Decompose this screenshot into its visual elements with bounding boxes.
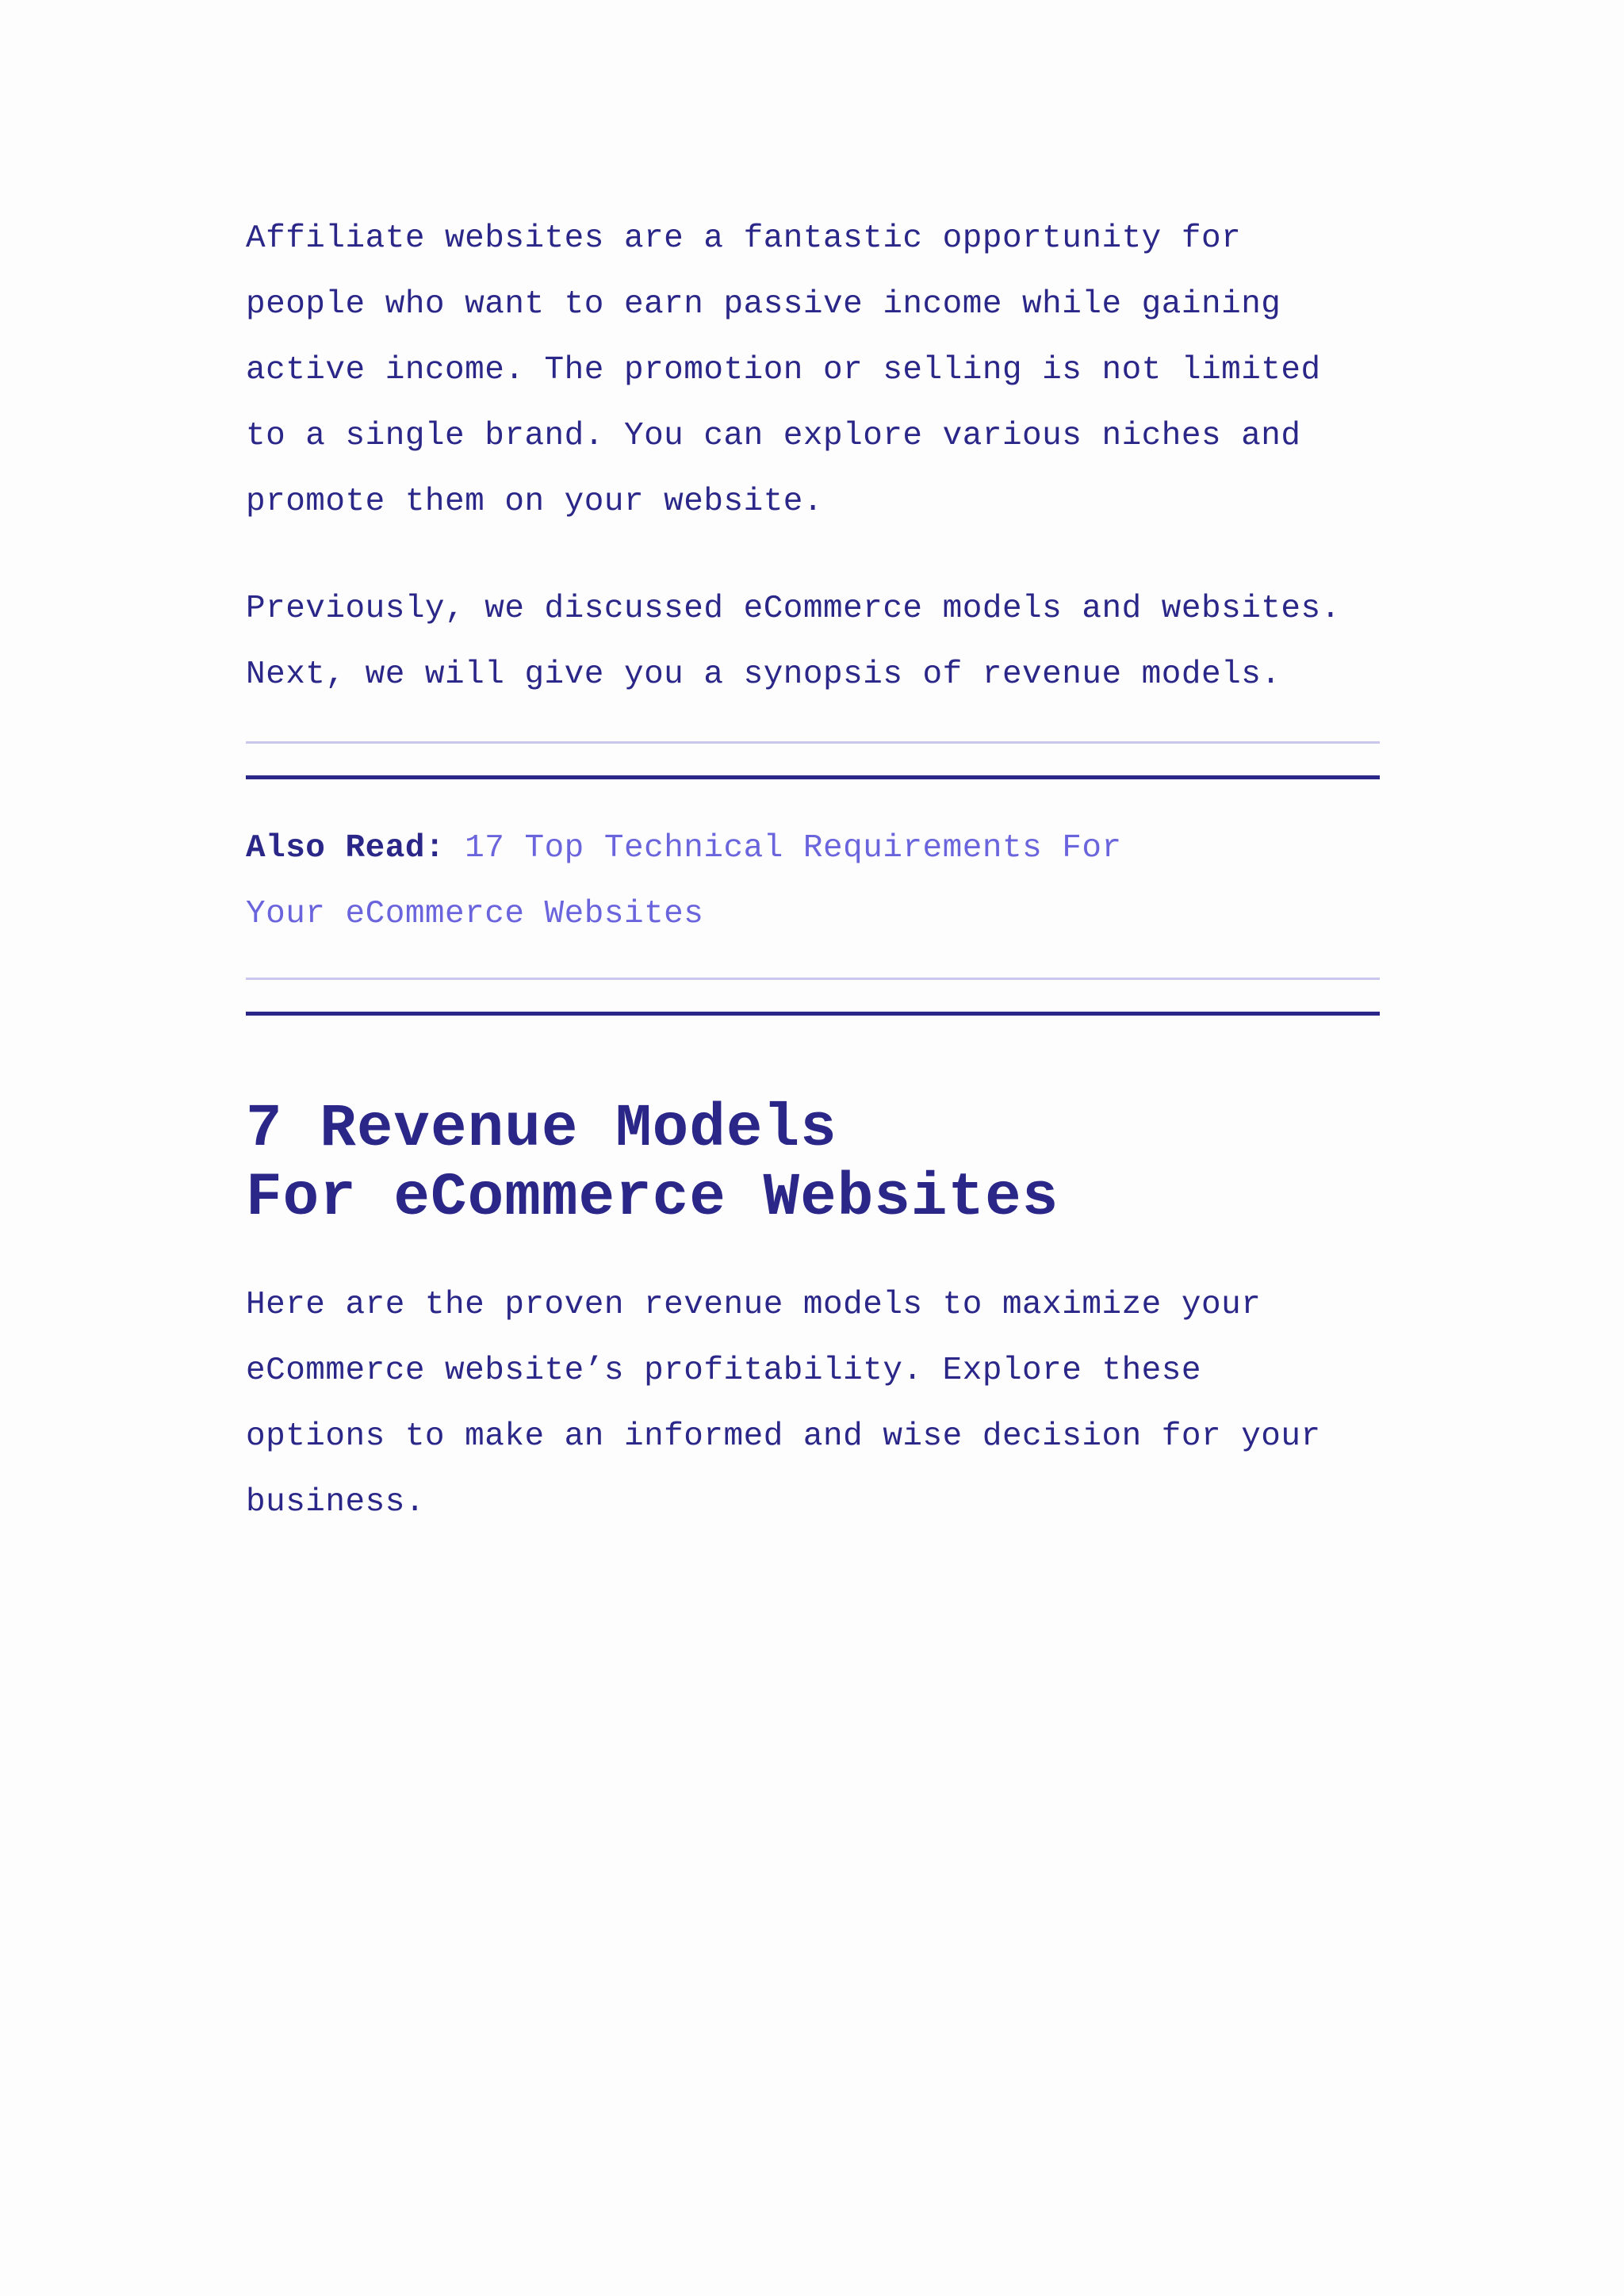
divider-thin xyxy=(246,741,1380,744)
also-read-link[interactable]: 17 Top Technical Requirements For Your eCommerce Websites xyxy=(246,830,1122,932)
transition-paragraph: Previously, we discussed eCommerce models and websites. Next, we will give you a synopsis of revenue models. xyxy=(246,591,1341,693)
divider-thick xyxy=(246,1012,1380,1016)
also-read-callout xyxy=(246,816,1197,947)
bottom-divider xyxy=(246,978,1380,1016)
divider-thin xyxy=(246,978,1380,980)
article-body xyxy=(246,206,1380,1536)
intro-paragraph: Affiliate websites are a fantastic opportunity for people who want to earn passive income while gaining active income. The promotion or selling is not limited to a single brand. You can explore various niches and promote them on your website. xyxy=(246,220,1321,520)
also-read-label: Also Read: xyxy=(246,830,446,867)
section-heading: 7 Revenue Models For eCommerce Websites xyxy=(246,1095,1059,1232)
section-paragraph: Here are the proven revenue models to maximize your eCommerce website’s profitability. Explore these options to make an informed and wise decision for your business. xyxy=(246,1287,1321,1521)
divider-thick xyxy=(246,775,1380,779)
top-divider xyxy=(246,741,1380,779)
